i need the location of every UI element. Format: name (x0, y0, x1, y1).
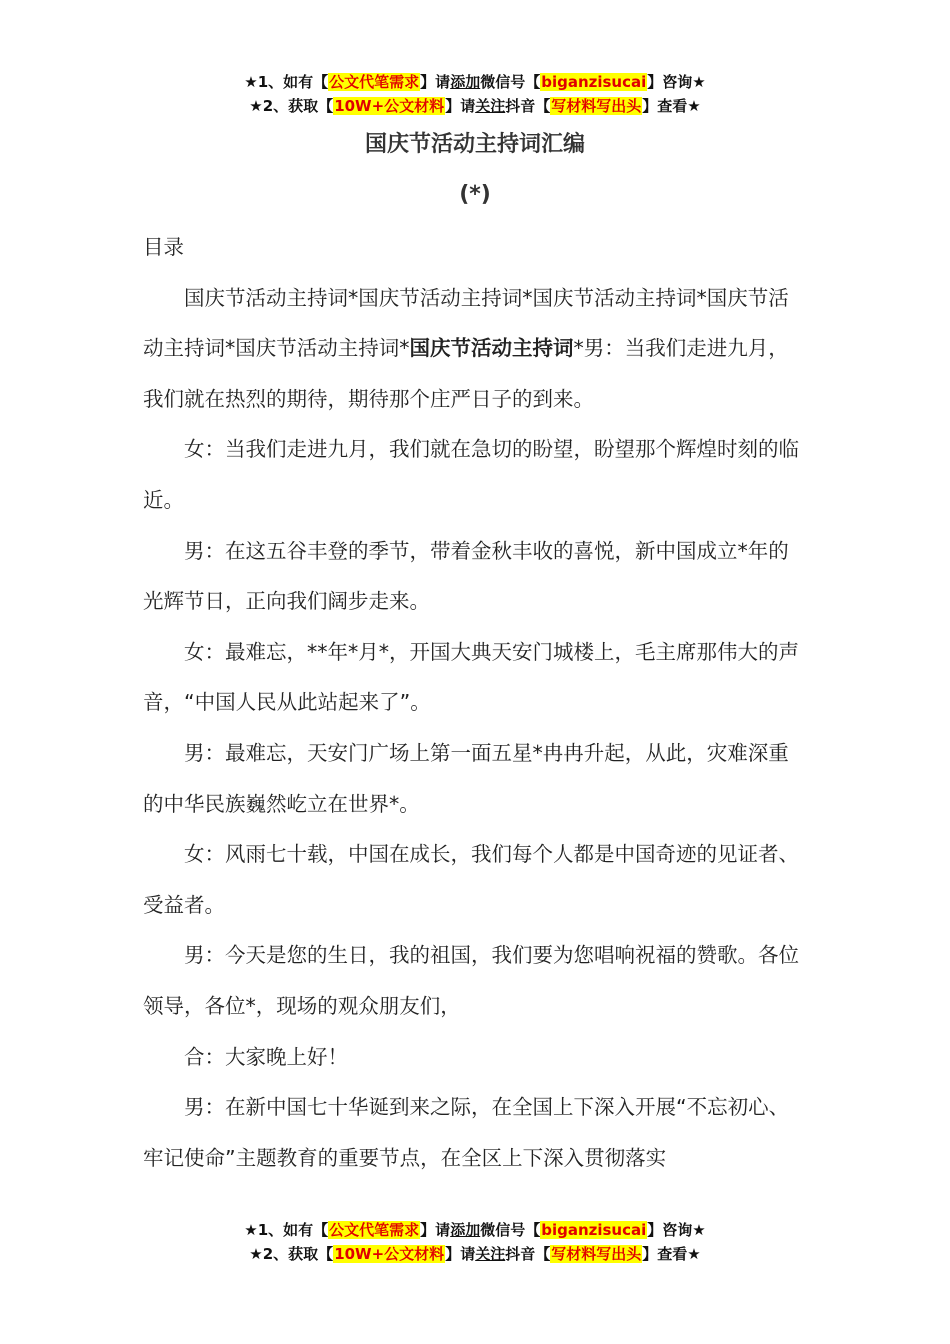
document-subtitle: (*) (459, 182, 491, 207)
promo-text: 】请 (420, 1221, 451, 1239)
promo-line-1 (0, 70, 950, 94)
promo-underline: 添加 (450, 1221, 481, 1239)
promo-text: 】查看★ (642, 1245, 701, 1263)
toc-heading: 目录 (143, 235, 184, 259)
toc-tail-text: *男：当我们走进九月，我们就在热烈的期待，期待那个庄严日子的到来。 (143, 336, 789, 411)
promo-underline: 关注 (475, 1245, 506, 1263)
promo-text: 】查看★ (642, 97, 701, 115)
dialogue-paragraph: 合：大家晚上好！ (184, 1044, 348, 1069)
footer-promo-banner (0, 1218, 950, 1266)
promo-line-2 (0, 1242, 950, 1266)
promo-underline: 关注 (475, 97, 506, 115)
promo-text: 微信号【 (480, 73, 541, 91)
toc-bold-text: 国庆节活动主持词 (409, 336, 574, 361)
promo-line-2 (0, 94, 950, 118)
dialogue-paragraph: 男：今天是您的生日，我的祖国，我们要为您唱响祝福的赞歌。各位领导，各位*，现场的观众朋友们， (143, 943, 799, 1018)
dialogue-paragraph: 女：当我们走进九月，我们就在急切的盼望，盼望那个辉煌时刻的临近。 (143, 437, 799, 512)
dialogue-paragraph: 男：在新中国七十华诞到来之际，在全国上下深入开展“不忘初心、牢记使命”主题教育的重要节点，在全区上下深入贯彻落实 (143, 1095, 790, 1170)
promo-text: 】请 (445, 97, 476, 115)
header-promo-banner (0, 70, 950, 118)
dialogue-paragraph: 男：最难忘，天安门广场上第一面五星*冉冉升起，从此，灾难深重的中华民族巍然屹立在世界*。 (143, 740, 789, 816)
promo-text: ★2、获取【 (249, 97, 334, 115)
dialogue-paragraph: 女：最难忘，**年*月*，开国大典天安门城楼上，毛主席那伟大的声音，“中国人民从此站起来了”。 (143, 639, 799, 715)
dialogue-paragraph: 男：在这五谷丰登的季节，带着金秋丰收的喜悦，新中国成立*年的光辉节日，正向我们阔步走来。 (143, 538, 789, 614)
promo-text: ★2、获取【 (249, 1245, 334, 1263)
promo-highlight: 写材料写出头 (551, 97, 642, 115)
promo-text: 】咨询★ (647, 73, 706, 91)
document-body (143, 222, 809, 1183)
promo-text: 】咨询★ (647, 1221, 706, 1239)
promo-highlight: biganzisucai (541, 73, 647, 91)
promo-underline: 添加 (450, 73, 481, 91)
promo-highlight: 10W+公文材料 (334, 97, 445, 115)
toc-text: 国庆节活动主持词*国庆节活动主持词*国庆节活动主持词*国庆节活动主持词*国庆节活动主持词* (143, 285, 789, 361)
promo-line-1 (0, 1218, 950, 1242)
promo-text: 抖音【 (505, 1245, 551, 1263)
document-title: 国庆节活动主持词汇编 (364, 132, 585, 157)
promo-highlight: 10W+公文材料 (334, 1245, 445, 1263)
promo-text: 】请 (420, 73, 451, 91)
toc-paragraph (143, 273, 809, 425)
promo-highlight: 公文代笔需求 (329, 1221, 420, 1239)
promo-text: 微信号【 (480, 1221, 541, 1239)
promo-highlight: 公文代笔需求 (329, 73, 420, 91)
promo-text: ★1、如有【 (244, 1221, 329, 1239)
dialogue-paragraph: 女：风雨七十载，中国在成长，我们每个人都是中国奇迹的见证者、受益者。 (143, 842, 799, 917)
promo-text: 抖音【 (505, 97, 551, 115)
promo-text: 】请 (445, 1245, 476, 1263)
promo-highlight: biganzisucai (541, 1221, 647, 1239)
promo-text: ★1、如有【 (244, 73, 329, 91)
promo-highlight: 写材料写出头 (551, 1245, 642, 1263)
